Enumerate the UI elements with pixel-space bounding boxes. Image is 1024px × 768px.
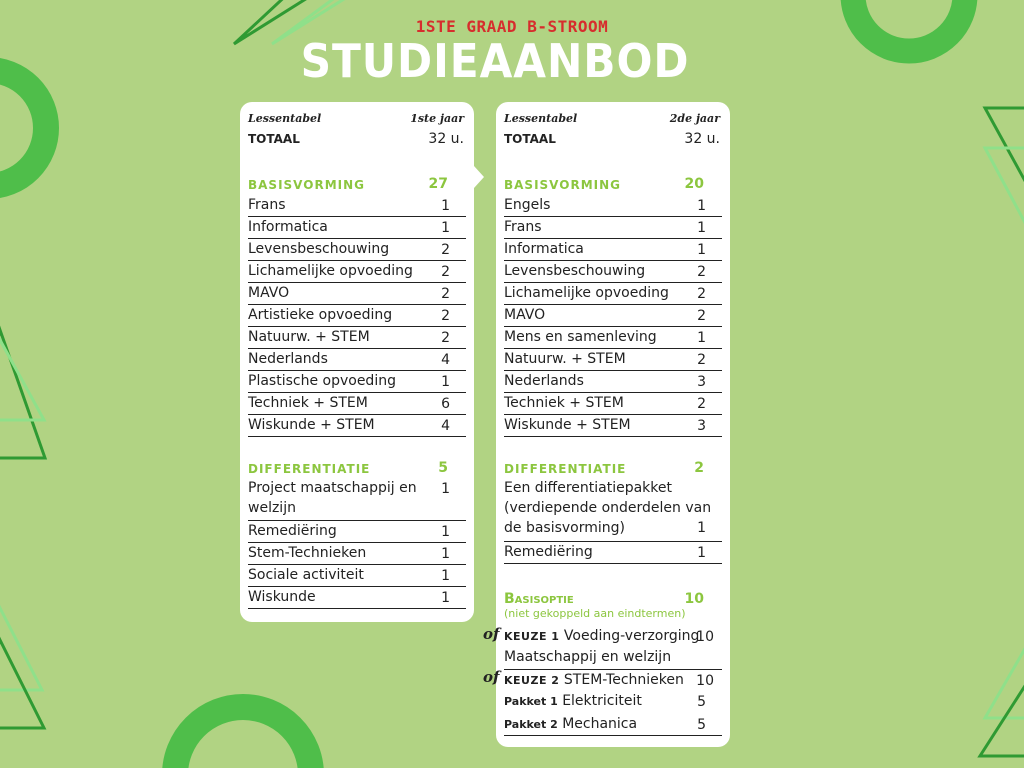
table-row: Remediëring 1	[248, 521, 466, 543]
year2-total-value: 32 u.	[684, 131, 720, 147]
year1-basis-heading	[248, 178, 464, 196]
package-1-tag: Pakket 1	[504, 695, 558, 708]
table-row: Mens en samenleving 1	[504, 327, 722, 349]
table-row: Engels 1	[504, 195, 722, 217]
year2-basisoptie-value: 10	[684, 591, 704, 607]
year1-total-label: TOTAAL	[248, 132, 300, 146]
table-row: Frans 1	[248, 195, 466, 217]
table-row: MAVO 2	[248, 283, 466, 305]
card-connector-arrow	[474, 166, 484, 188]
year2-diff-list	[504, 478, 722, 564]
page-title: STUDIEAANBOD	[300, 34, 690, 88]
year1-diff-list	[248, 478, 466, 609]
year1-year-label: 1ste jaar	[410, 112, 464, 125]
choice-1-line2: Maatschappij en welzijn	[504, 649, 672, 665]
table-row: Frans 1	[504, 217, 722, 239]
package-1-row	[504, 691, 722, 714]
year1-total	[248, 132, 464, 152]
triangle-left-c	[0, 608, 42, 690]
choice-2-value: 10	[696, 673, 714, 689]
ring-bottom	[175, 707, 311, 768]
year1-header	[248, 112, 464, 128]
year2-choice-list	[504, 626, 722, 736]
choice-1-name: Voeding-verzorging	[563, 628, 700, 644]
table-row: Informatica 1	[248, 217, 466, 239]
table-row: Natuurw. + STEM 2	[504, 349, 722, 371]
of-label-1: of	[483, 625, 500, 643]
year2-basisoptie-note: (niet gekoppeld aan eindtermen)	[504, 607, 686, 620]
table-row: Project maatschappij en welzijn 1	[248, 478, 466, 521]
year1-basis-value: 27	[428, 176, 448, 192]
year1-table-card	[240, 102, 474, 622]
year2-basis-label: BASISVORMING	[504, 178, 621, 192]
table-row: Wiskunde + STEM 3	[504, 415, 722, 437]
table-row: Lichamelijke opvoeding 2	[248, 261, 466, 283]
table-row: Sociale activiteit 1	[248, 565, 466, 587]
choice-2-tag: KEUZE 2	[504, 674, 560, 687]
year2-diff-label: DIFFERENTIATIE	[504, 462, 627, 476]
package-2-value: 5	[697, 717, 706, 733]
of-label-2: of	[483, 668, 500, 686]
triangle-left-b	[0, 340, 44, 420]
table-row: Remediëring 1	[504, 542, 722, 564]
table-row: Nederlands 3	[504, 371, 722, 393]
package-2-row	[504, 714, 722, 736]
table-row: Levensbeschouwing 2	[248, 239, 466, 261]
year2-basis-value: 20	[684, 176, 704, 192]
table-row: Een differentiatiepakket (verdiepende onderdelen van de basisvorming) 1	[504, 478, 722, 542]
choice-2-row	[504, 670, 722, 691]
year2-total-label: TOTAAL	[504, 132, 556, 146]
year2-basis-heading	[504, 178, 720, 196]
package-1-name: Elektriciteit	[562, 693, 642, 709]
year1-lessentabel-label: Lessentabel	[248, 112, 322, 125]
table-row: Wiskunde 1	[248, 587, 466, 609]
table-row: Informatica 1	[504, 239, 722, 261]
year2-header	[504, 112, 720, 128]
table-row: Techniek + STEM 6	[248, 393, 466, 415]
year1-diff-value: 5	[438, 460, 448, 476]
table-row: Levensbeschouwing 2	[504, 261, 722, 283]
year2-basisoptie-label: Basisoptie	[504, 591, 574, 607]
table-row: Techniek + STEM 2	[504, 393, 722, 415]
table-row: Artistieke opvoeding 2	[248, 305, 466, 327]
header-subtitle: 1STE GRAAD B-STROOM	[415, 17, 609, 36]
table-row: Lichamelijke opvoeding 2	[504, 283, 722, 305]
table-row: Plastische opvoeding 1	[248, 371, 466, 393]
year2-diff-value: 2	[694, 460, 704, 476]
table-row: Nederlands 4	[248, 349, 466, 371]
year2-lessentabel-label: Lessentabel	[504, 112, 578, 125]
year2-basis-list	[504, 195, 722, 437]
choice-1-row	[504, 626, 722, 670]
year2-year-label: 2de jaar	[669, 112, 720, 125]
year2-total	[504, 132, 720, 152]
year2-table-card	[483, 102, 730, 747]
triangle-right-b	[985, 148, 1024, 232]
table-row: Natuurw. + STEM 2	[248, 327, 466, 349]
choice-1-value: 10	[696, 629, 714, 645]
year1-basis-list	[248, 195, 466, 437]
package-1-value: 5	[697, 694, 706, 710]
year1-diff-label: DIFFERENTIATIE	[248, 462, 371, 476]
year1-basis-label: BASISVORMING	[248, 178, 365, 192]
year1-total-value: 32 u.	[428, 131, 464, 147]
table-row: Stem-Technieken 1	[248, 543, 466, 565]
package-2-tag: Pakket 2	[504, 718, 558, 731]
triangle-right-c	[985, 640, 1024, 718]
package-2-name: Mechanica	[562, 716, 638, 732]
table-row: MAVO 2	[504, 305, 722, 327]
table-row: Wiskunde + STEM 4	[248, 415, 466, 437]
choice-2-name: STEM-Technieken	[563, 672, 684, 688]
choice-1-tag: KEUZE 1	[504, 630, 560, 643]
